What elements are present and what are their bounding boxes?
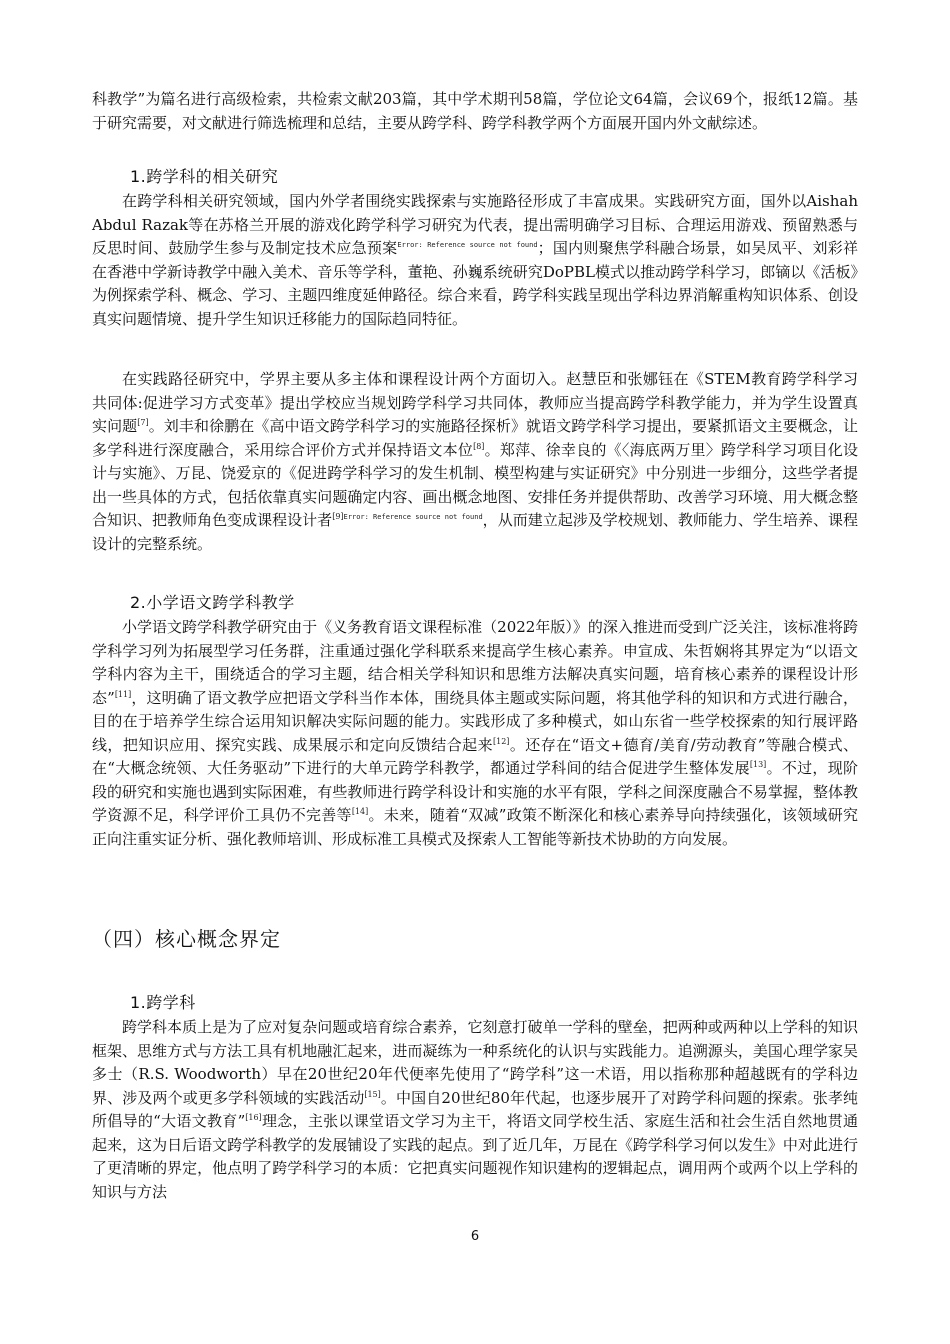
p3-text-b: ，这明确了语文教学应把语文学科当作本体，围绕具体主题或实际问题，将其他学科的知识和方式进行融合，目的在于培养学生综合运用知识解决实际问题的能力。实践形成了多种模式，如山东省一些学校探索的知行展评路线，把知识应用、探究实践、成果展示和定向反馈结合起来 (92, 688, 858, 754)
intro-text: 科教学”为篇名进行高级检索，共检索文献203篇，其中学术期刊58篇，学位论文64篇，会议69个，报纸12篇。基于研究需要，对文献进行筛选梳理和总结，主要从跨学科、跨学科教学两个方面展开国内外文献综述。 (92, 90, 858, 132)
p2-text-a: 在实践路径研究中，学界主要从多主体和课程设计两个方面切入。赵慧臣和张娜钰在《STEM教育跨学科学习共同体:促进学习方式变革》提出学校应当规划跨学科学习共同体，教师应当提高跨学科教学能力，并为学生设置真实问题 (92, 370, 858, 435)
reference-error-note: Error: Reference source not found (343, 513, 483, 521)
p4-text-c: 理念，主张以课堂语文学习为主干，将语文同学校生活、家庭生活和社会生活自然地贯通起来，这为日后语文跨学科教学的发展铺设了实践的起点。到了近几年，万昆在《跨学科学习何以发生》中对此进行了更清晰的界定，他点明了跨学科学习的本质：它把真实问题视作知识建构的逻辑起点，调用两个或两个以上学科的知识与方法 (92, 1112, 858, 1201)
reference-error-note: Error: Reference source not found (397, 241, 538, 249)
paragraph-practice-research (92, 190, 858, 331)
p3-text-c: 。还存在“语文+德育/美育/劳动教育”等融合模式、在“大概念统领、大任务驱动”下进行的大单元跨学科教学，都通过学科间的结合促进学生整体发展 (92, 735, 858, 777)
subheading-interdisciplinary-research: 1.跨学科的相关研究 (130, 167, 279, 186)
p4-text-a: 跨学科本质上是为了应对复杂问题或培育综合素养，它刻意打破单一学科的壁垒，把两种或两种以上学科的知识框架、思维方式与方法工具有机地融汇起来，进而凝练为一种系统化的认识与实践能力。追溯源头，美国心理学家吴多士（R.S. Woodworth）早在20世纪20年代便率先使用了“跨学科”这一术语，用以指称那种超越既有的学科边界、涉及两个或更多学科领域的实践活动 (92, 1018, 858, 1107)
intro-paragraph (92, 88, 858, 135)
paragraph-implementation-path (92, 368, 858, 556)
p3-text-a: 小学语文跨学科教学研究由于《义务教育语文课程标准（2022年版）》的深入推进而受到广泛关注，该标准将跨学科学习列为拓展型学习任务群，注重通过强化学科联系来提高学生核心素养。申宣成、朱哲娴将其界定为“以语文学科内容为主干，围绕适合的学习主题，结合相关学科知识和思维方法解决真实问题，培育核心素养的课程设计形态” (92, 618, 858, 707)
p4-text-b: 。中国自20世纪80年代起，也逐步展开了对跨学科问题的探索。张孝纯所倡导的“大语文教育” (92, 1088, 858, 1130)
citation-9: [9] (332, 512, 344, 521)
citation-16: [16] (245, 1113, 262, 1122)
p2-text-c: 。郑萍、徐幸良的《〈海底两万里〉跨学科学习项目化设计与实施》、万昆、饶爱京的《促进跨学科学习的发生机制、模型构建与实证研究》中分别进一步细分，这些学者提出一些具体的方式，包括依靠真实问题确定内容、画出概念地图、安排任务并提供帮助、改善学习环境、用大概念整合知识、把教师角色变成课程设计者 (92, 440, 858, 529)
page-number: 6 (470, 1229, 480, 1244)
paragraph-interdisciplinary-definition (92, 1016, 858, 1204)
p3-text-d: 。不过，现阶段的研究和实施也遇到实际困难，有些教师进行跨学科设计和实施的水平有限，学科之间深度融合不易掌握，整体教学资源不足，科学评价工具仍不完善等 (92, 759, 858, 824)
citation-7: [7] (137, 418, 149, 427)
p2-text-b: 。刘丰和徐鹏在《高中语文跨学科学习的实施路径探析》就语文跨学科学习提出，要紧抓语文主要概念，让多学科进行深度融合，采用综合评价方式并保持语文本位 (92, 417, 858, 459)
citation-15: [15] (364, 1089, 381, 1099)
p2-text-d: ，从而建立起涉及学校规划、教师能力、学生培养、课程设计的完整系统。 (92, 511, 858, 553)
subheading-interdisciplinary: 1.跨学科 (130, 993, 196, 1012)
section-heading-core-concepts: （四）核心概念界定 (92, 927, 281, 951)
subheading-primary-chinese: 2.小学语文跨学科教学 (130, 593, 295, 612)
citation-14: [14] (351, 807, 369, 816)
p1-text-a: 在跨学科相关研究领域，国内外学者围绕实践探索与实施路径形成了丰富成果。实践研究方面，国外以Aishah Abdul Razak等在苏格兰开展的游戏化跨学科学习研究为代表，提出需明确学习目标、合理运用游戏、预留熟悉与反思时间、鼓励学生参与及制定技术应急预案 (92, 192, 858, 257)
p1-text-b: ；国内则聚焦学科融合场景，如吴凤平、刘彩祥在香港中学新诗教学中融入美术、音乐等学科，董艳、孙巍系统研究DoPBL模式以推动跨学科学习，郎镝以《活板》为例探索学科、概念、学习、主题四维度延伸路径。综合来看，跨学科实践呈现出学科边界消解重构知识体系、创设真实问题情境、提升学生知识迁移能力的国际趋同特征。 (92, 239, 858, 328)
citation-13: [13] (749, 760, 767, 769)
citation-12: [12] (493, 736, 510, 746)
paragraph-primary-chinese (92, 616, 858, 851)
citation-8: [8] (473, 441, 485, 451)
p3-text-e: 。未来，随着“双减”政策不断深化和核心素养导向持续强化，该领域研究正向注重实证分析、强化教师培训、形成标准工具模式及探索人工智能等新技术协助的方向发展。 (92, 806, 858, 848)
citation-11: [11] (114, 689, 132, 699)
